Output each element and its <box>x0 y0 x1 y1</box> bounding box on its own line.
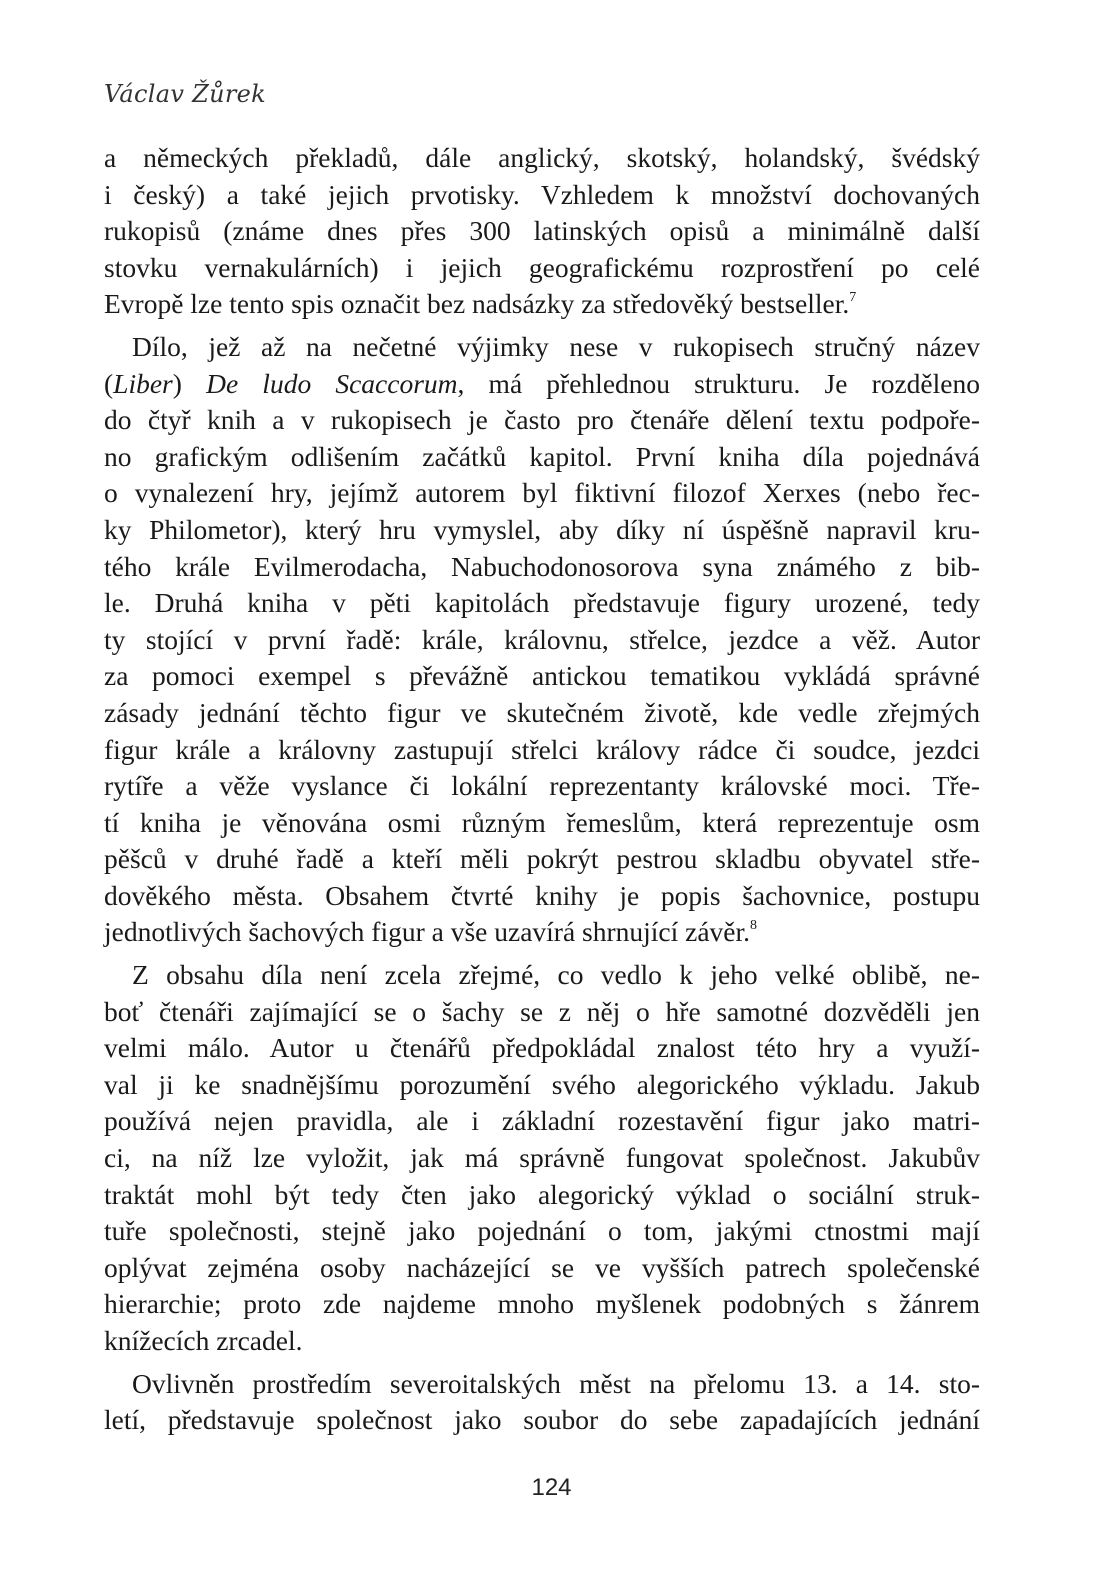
text-line: jednotlivých šachových figur a vše uzavírá shrnující závěr. <box>104 916 751 948</box>
text-line-wrap <box>104 914 980 951</box>
text-line: o vynalezení hry, jejímž autorem byl fiktivní filozof Xerxes (nebo řec- <box>104 477 980 509</box>
text-fragment: ) <box>172 367 207 399</box>
text-line: rytíře a věže vyslance či lokální reprezentanty královské moci. Tře- <box>104 770 980 802</box>
text-line: le. Druhá kniha v pěti kapitolách představuje figury urozené, tedy <box>104 587 980 619</box>
text-line: figur krále a královny zastupují střelci královy rádce či soudce, jezdci <box>104 733 980 765</box>
text-line: tí kniha je věnována osmi různým řemeslům, která reprezentuje osm <box>104 806 980 838</box>
text-line: letí, představuje společnost jako soubor do sebe zapadajících jednání <box>104 1404 980 1436</box>
text-line: no grafickým odlišením začátků kapitol. První kniha díla pojednává <box>104 440 980 472</box>
text-line: pěšců v druhé řadě a kteří měli pokrýt pestrou skladbu obyvatel stře- <box>104 843 980 875</box>
text-line: ky Philometor), který hru vymyslel, aby díky ní úspěšně napravil kru- <box>104 513 980 545</box>
text-fragment: , má přehlednou strukturu. Je rozděleno <box>457 367 980 399</box>
paragraph-4 <box>104 1366 980 1439</box>
text-line: Z obsahu díla není zcela zřejmé, co vedlo k jeho velké oblibě, ne- <box>132 959 980 991</box>
page-number: 124 <box>531 1474 572 1501</box>
text-line: rukopisů (známe dnes přes 300 latinských opisů a minimálně další <box>104 215 980 247</box>
text-line-mixed <box>104 366 980 403</box>
text-line: knížecích zrcadel. <box>104 1325 303 1356</box>
text-line: zásady jednání těchto figur ve skutečném životě, kde vedle zřejmých <box>104 696 980 728</box>
text-line: dověkého města. Obsahem čtvrté knihy je popis šachovnice, postupu <box>104 879 980 911</box>
text-line: ci, na níž lze vyložit, jak má správně fungovat společnost. Jakubův <box>104 1142 980 1174</box>
text-line-wrap <box>104 286 980 323</box>
text-line: tuře společnosti, stejně jako pojednání o tom, jakými ctnostmi mají <box>104 1215 980 1247</box>
text-line: a německých překladů, dále anglický, skotský, holandský, švédský <box>104 142 980 173</box>
paragraph-3 <box>104 957 980 1360</box>
text-line: používá nejen pravidla, ale i základní rozestavění figur jako matri- <box>104 1105 980 1137</box>
text-line: Evropě lze tento spis označit bez nadsázky za středověký bestseller. <box>104 288 850 320</box>
text-line: oplývat zejména osoby nacházející se ve vyšších patrech společenské <box>104 1251 980 1283</box>
text-line: za pomoci exempel s převážně antickou tematikou vykládá správné <box>104 660 980 692</box>
text-fragment: ( <box>104 367 114 399</box>
italic-title-liber: Liber <box>113 367 173 399</box>
text-line: boť čtenáři zajímající se o šachy se z něj o hře samotné dozvěděli jen <box>104 995 980 1027</box>
footnote-marker-8[interactable]: 8 <box>750 918 758 934</box>
text-line: val ji ke snadnějšímu porozumění svého alegorického výkladu. Jakub <box>104 1068 980 1100</box>
text-line: stovku vernakulárních) i jejich geografickému rozprostření po celé <box>104 251 980 283</box>
text-line: ty stojící v první řadě: krále, královnu, střelce, jezdce a věž. Autor <box>104 623 980 655</box>
text-line: traktát mohl být tedy čten jako alegorický výklad o sociální struk- <box>104 1178 980 1210</box>
text-line: do čtyř knih a v rukopisech je často pro čtenáře dělení textu podpoře- <box>104 404 980 436</box>
italic-title-de-ludo: De ludo Scaccorum <box>206 367 458 399</box>
body-text <box>104 140 980 1445</box>
text-line: hierarchie; proto zde najdeme mnoho myšlenek podobných s žánrem <box>104 1288 980 1320</box>
paragraph-1 <box>104 140 980 323</box>
paragraph-2 <box>104 329 980 951</box>
text-line: Dílo, jež až na nečetné výjimky nese v rukopisech stručný název <box>132 330 980 362</box>
text-line: Ovlivněn prostředím severoitalských měst na přelomu 13. a 14. sto- <box>132 1367 980 1399</box>
footnote-marker-7[interactable]: 7 <box>849 290 857 306</box>
running-header-author: Václav Žůrek <box>104 80 267 108</box>
text-line: tého krále Evilmerodacha, Nabuchodonosorova syna známého z bib- <box>104 550 980 582</box>
text-line: i český) a také jejich prvotisky. Vzhledem k množství dochovaných <box>104 178 980 210</box>
text-line: velmi málo. Autor u čtenářů předpokládal znalost této hry a využí- <box>104 1032 980 1064</box>
